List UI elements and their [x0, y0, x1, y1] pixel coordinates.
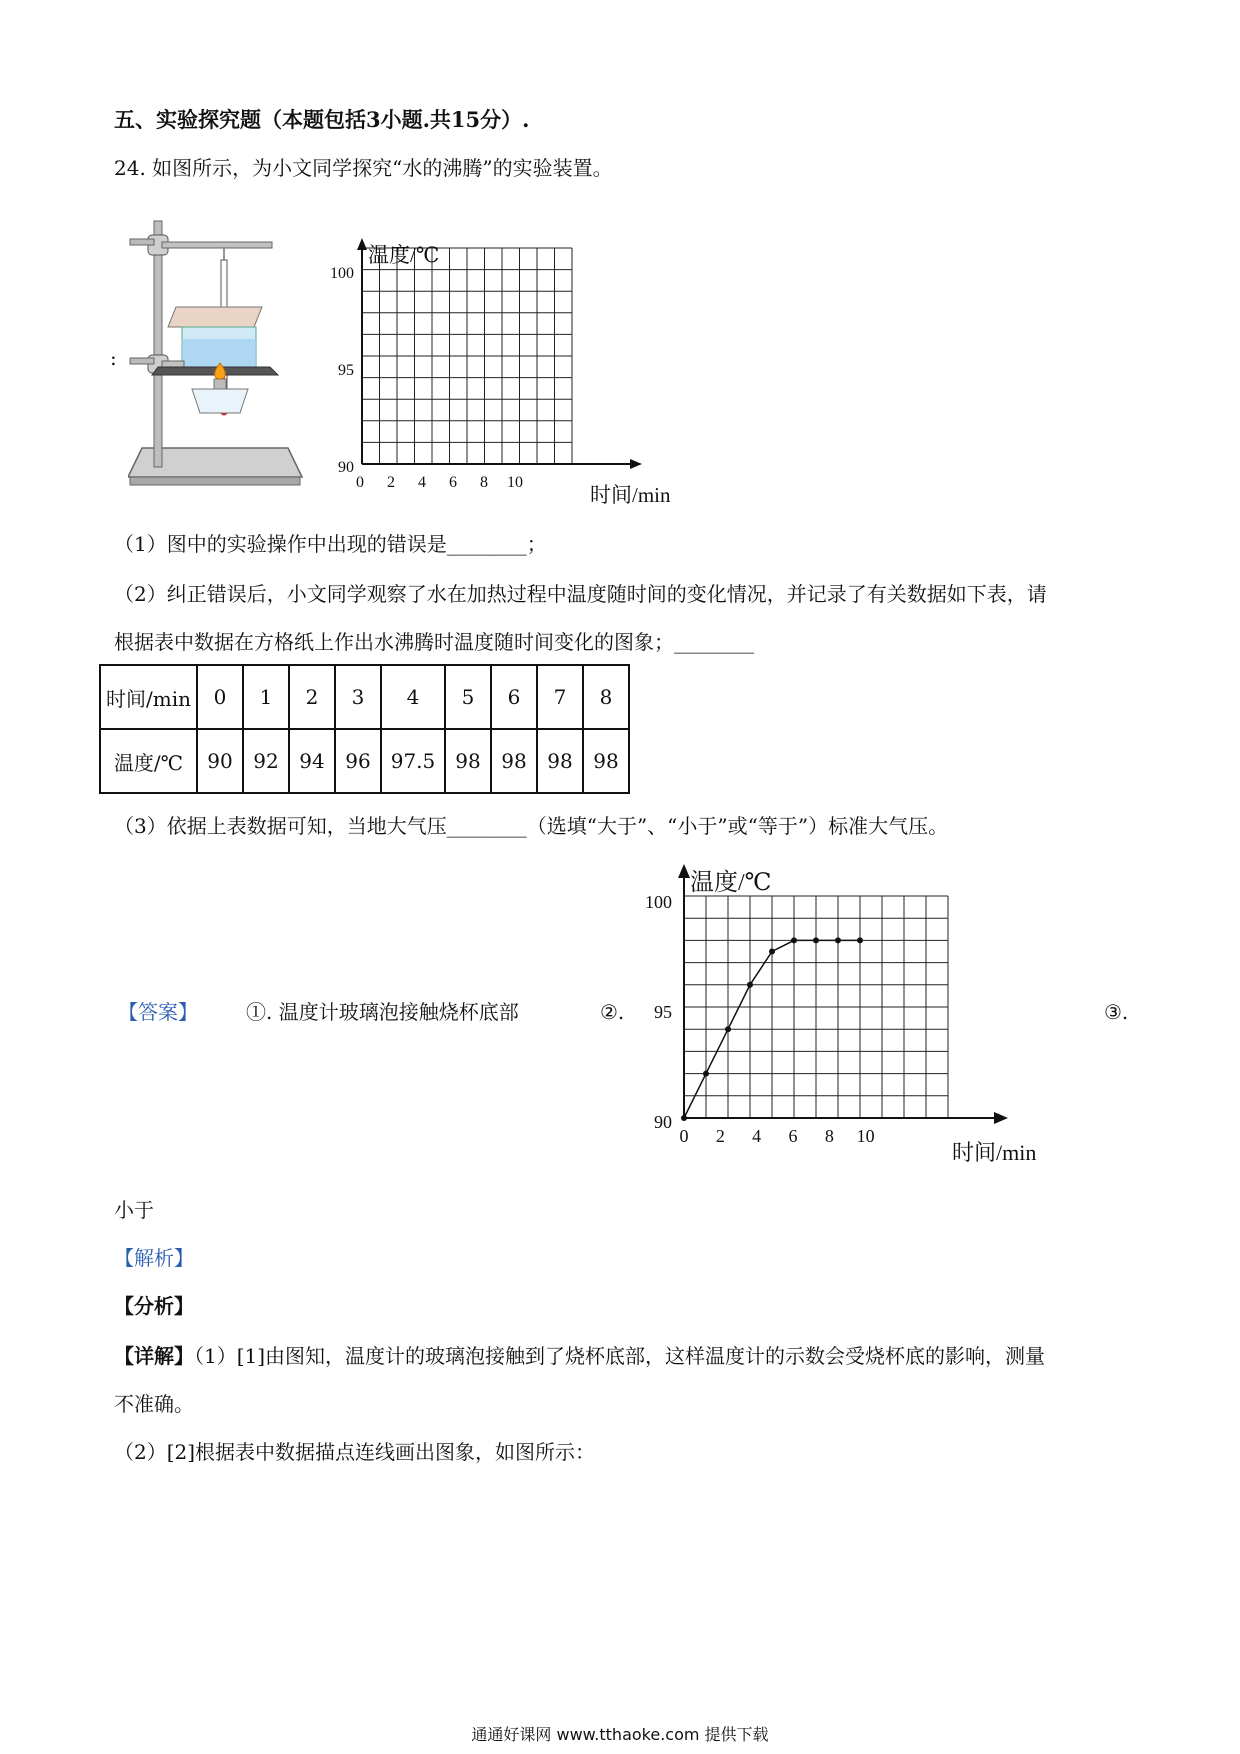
- table-row-time: [100, 665, 629, 729]
- y-tick-95: 95: [654, 1002, 672, 1022]
- jiexi-tag: 【解析】: [114, 1246, 194, 1270]
- detail-line2: 不准确。: [114, 1392, 194, 1416]
- detail-line3: （2）[2]根据表中数据描点连线画出图象，如图所示：: [114, 1440, 596, 1464]
- x-tick-label: 8: [480, 474, 488, 491]
- table-cell: 6: [491, 665, 537, 729]
- question-stem: 24. 如图所示，为小文同学探究“水的沸腾”的实验装置。: [114, 156, 613, 180]
- data-point: [857, 937, 863, 943]
- x-axis-title: 时间/min: [952, 1140, 1037, 1165]
- y-tick-100: 100: [330, 265, 354, 282]
- table-cell: 5: [445, 665, 491, 729]
- table-cell: 98: [537, 729, 583, 793]
- table-cell: 98: [491, 729, 537, 793]
- table-cell: 97.5: [381, 729, 445, 793]
- y-axis-arrow: [678, 864, 690, 878]
- section-title: 五、实验探究题（本题包括3小题.共15分）.: [114, 107, 530, 132]
- answer-item1: ①. 温度计玻璃泡接触烧杯底部: [246, 1000, 519, 1024]
- answer-chart: [640, 858, 1054, 1170]
- blank-grid: [362, 248, 572, 464]
- x-axis-arrow: [994, 1112, 1008, 1124]
- footer: 通通好课网 www.tthaoke.com 提供下载: [471, 1725, 769, 1744]
- question-part2-line1: （2）纠正错误后，小文同学观察了水在加热过程中温度随时间的变化情况，并记录了有关数据如下表，请: [114, 582, 1047, 606]
- y-tick-90: 90: [654, 1112, 672, 1132]
- detail-tag: 【详解】: [114, 1344, 194, 1368]
- table-header-temperature: 温度/℃: [100, 729, 197, 793]
- table-cell: 3: [335, 665, 381, 729]
- x-tick-label: 10: [856, 1126, 875, 1146]
- x-tick-label: 2: [387, 474, 395, 491]
- detail-line1: 【详解】（1）[1]由图知，温度计的玻璃泡接触到了烧杯底部，这样温度计的示数会受烧杯底的影响，测量: [114, 1344, 1046, 1368]
- apparatus-illustration: [128, 215, 306, 495]
- stand-base-front: [130, 477, 300, 485]
- table-cell: 4: [381, 665, 445, 729]
- data-point: [747, 982, 753, 988]
- x-tick-label: 8: [824, 1126, 834, 1146]
- x-axis-arrow: [630, 459, 642, 469]
- x-tick-label: 4: [752, 1126, 762, 1146]
- answer-item3: ③.: [1104, 1000, 1129, 1024]
- data-point: [791, 937, 797, 943]
- table-row-temperature: [100, 729, 629, 793]
- data-point: [813, 937, 819, 943]
- data-point: [681, 1115, 687, 1121]
- question-part3: （3）依据上表数据可知，当地大气压________（选填“大于”、“小于”或“等于”）标准大气压。: [114, 814, 949, 838]
- table-cell: 92: [243, 729, 289, 793]
- table-cell: 0: [197, 665, 243, 729]
- x-tick-label: 6: [449, 474, 457, 491]
- data-point: [725, 1026, 731, 1032]
- alcohol-lamp: [192, 389, 248, 413]
- table-cell: 1: [243, 665, 289, 729]
- table-cell: 8: [583, 665, 629, 729]
- x-tick-label: 2: [715, 1126, 725, 1146]
- table-cell: 2: [289, 665, 335, 729]
- x-tick-label: 4: [418, 474, 426, 491]
- x-tick-label: 6: [788, 1126, 798, 1146]
- stand-rod: [154, 221, 162, 467]
- table-cell: 98: [583, 729, 629, 793]
- x-tick-label: 10: [507, 474, 523, 491]
- y-axis-title: 温度/℃: [368, 243, 440, 267]
- y-axis-title: 温度/℃: [690, 870, 772, 896]
- data-table: [99, 664, 630, 794]
- fenxi-tag: 【分析】: [114, 1294, 194, 1318]
- y-axis-arrow: [357, 238, 367, 250]
- y-tick-95: 95: [338, 362, 354, 379]
- y-tick-90: 90: [338, 459, 354, 476]
- answer-item2: ②.: [600, 1000, 625, 1024]
- table-header-time: 时间/min: [100, 665, 197, 729]
- x-axis-title: 时间/min: [590, 483, 671, 504]
- table-cell: 96: [335, 729, 381, 793]
- table-cell: 90: [197, 729, 243, 793]
- answer-tag: 【答案】: [118, 1000, 198, 1024]
- y-tick-100: 100: [645, 892, 672, 912]
- top-arm: [162, 242, 272, 248]
- table-cell: 94: [289, 729, 335, 793]
- data-point: [703, 1071, 709, 1077]
- table-cell: 7: [537, 665, 583, 729]
- table-cell: 98: [445, 729, 491, 793]
- x-tick-label: 0: [679, 1126, 689, 1146]
- question-part2-line2: 根据表中数据在方格纸上作出水沸腾时温度随时间变化的图象；________: [114, 630, 754, 654]
- question-part1: （1）图中的实验操作中出现的错误是________；: [114, 532, 547, 556]
- answer-grid: [684, 896, 948, 1118]
- stray-mark: :: [110, 346, 117, 370]
- answer-item3-value: 小于: [114, 1198, 154, 1222]
- data-point: [769, 949, 775, 955]
- blank-grid-chart: [324, 232, 680, 504]
- beaker-lid: [168, 307, 262, 327]
- data-point: [835, 937, 841, 943]
- x-tick-label: 0: [356, 474, 364, 491]
